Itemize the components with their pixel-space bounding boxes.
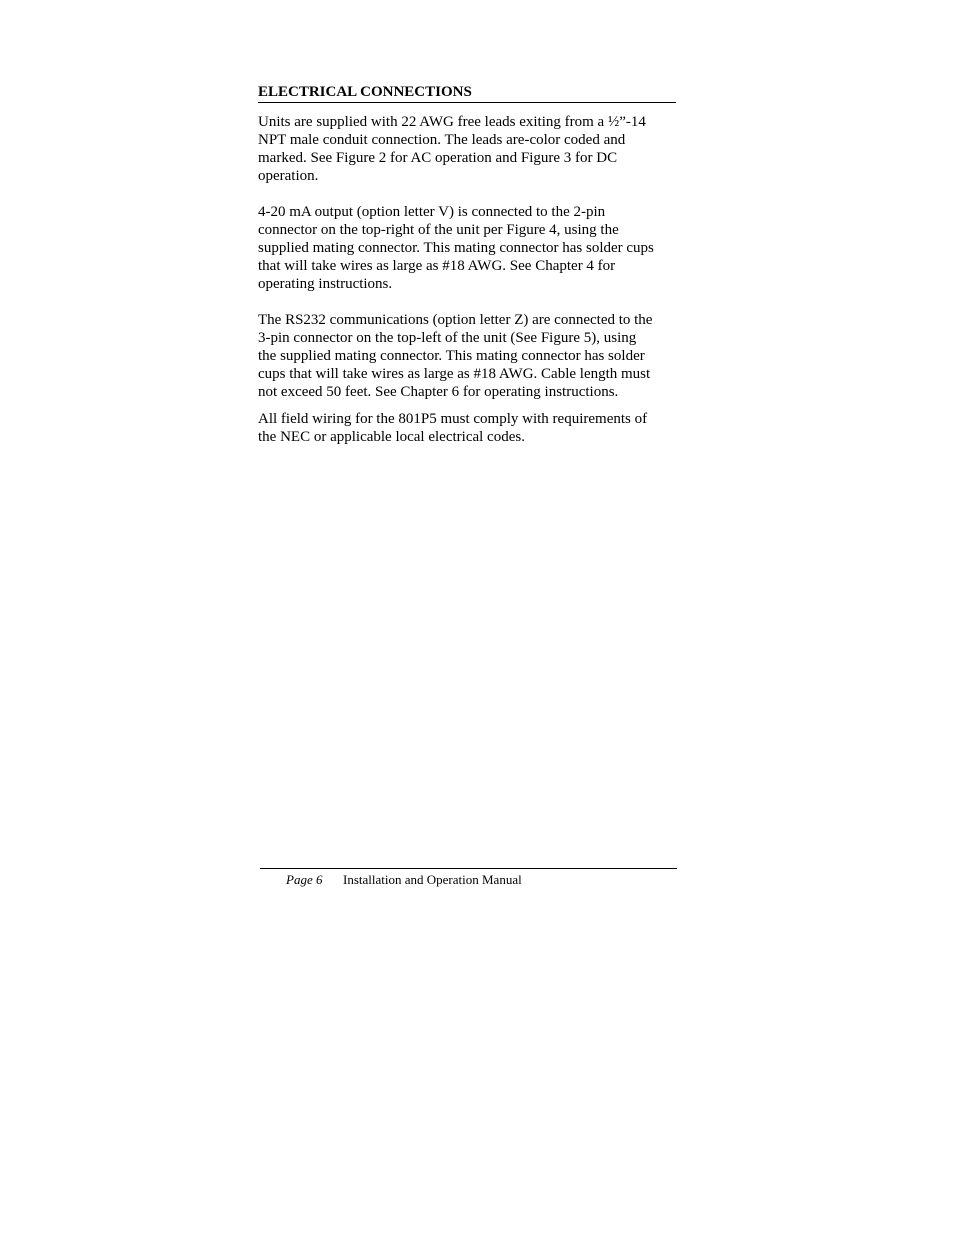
text-line: operation.	[258, 168, 319, 184]
text-line: not exceed 50 feet. See Chapter 6 for operating instructions.	[258, 384, 619, 400]
text-line: the NEC or applicable local electrical codes.	[258, 429, 525, 445]
text-line: Units are supplied with 22 AWG free leads exiting from a ½”-14	[258, 114, 646, 130]
text-line: that will take wires as large as #18 AWG. See Chapter 4 for	[258, 258, 616, 274]
footer-manual-title: Installation and Operation Manual	[343, 872, 522, 887]
text-line: The RS232 communications (option letter Z) are connected to the	[258, 312, 653, 328]
footer-divider	[260, 868, 677, 869]
text-line: 4-20 mA output (option letter V) is connected to the 2-pin	[258, 204, 606, 220]
paragraph-field-wiring	[258, 410, 676, 446]
text-line: supplied mating connector. This mating connector has solder cups	[258, 240, 654, 256]
paragraph-4-20ma-output	[258, 203, 676, 293]
footer-page-number: Page 6	[286, 872, 323, 887]
page-content	[258, 83, 676, 446]
page-footer	[286, 872, 522, 888]
section-heading: ELECTRICAL CONNECTIONS	[258, 83, 676, 103]
text-line: cups that will take wires as large as #18 AWG. Cable length must	[258, 366, 651, 382]
text-line: 3-pin connector on the top-left of the unit (See Figure 5), using	[258, 330, 637, 346]
paragraph-rs232	[258, 311, 676, 401]
text-line: connector on the top-right of the unit per Figure 4, using the	[258, 222, 619, 238]
text-line: NPT male conduit connection. The leads are-color coded and	[258, 132, 626, 148]
text-line: the supplied mating connector. This mating connector has solder	[258, 348, 645, 364]
text-line: operating instructions.	[258, 276, 393, 292]
text-line: All field wiring for the 801P5 must comply with requirements of	[258, 411, 648, 427]
paragraph-supply-leads	[258, 113, 676, 185]
text-line: marked. See Figure 2 for AC operation and Figure 3 for DC	[258, 150, 618, 166]
